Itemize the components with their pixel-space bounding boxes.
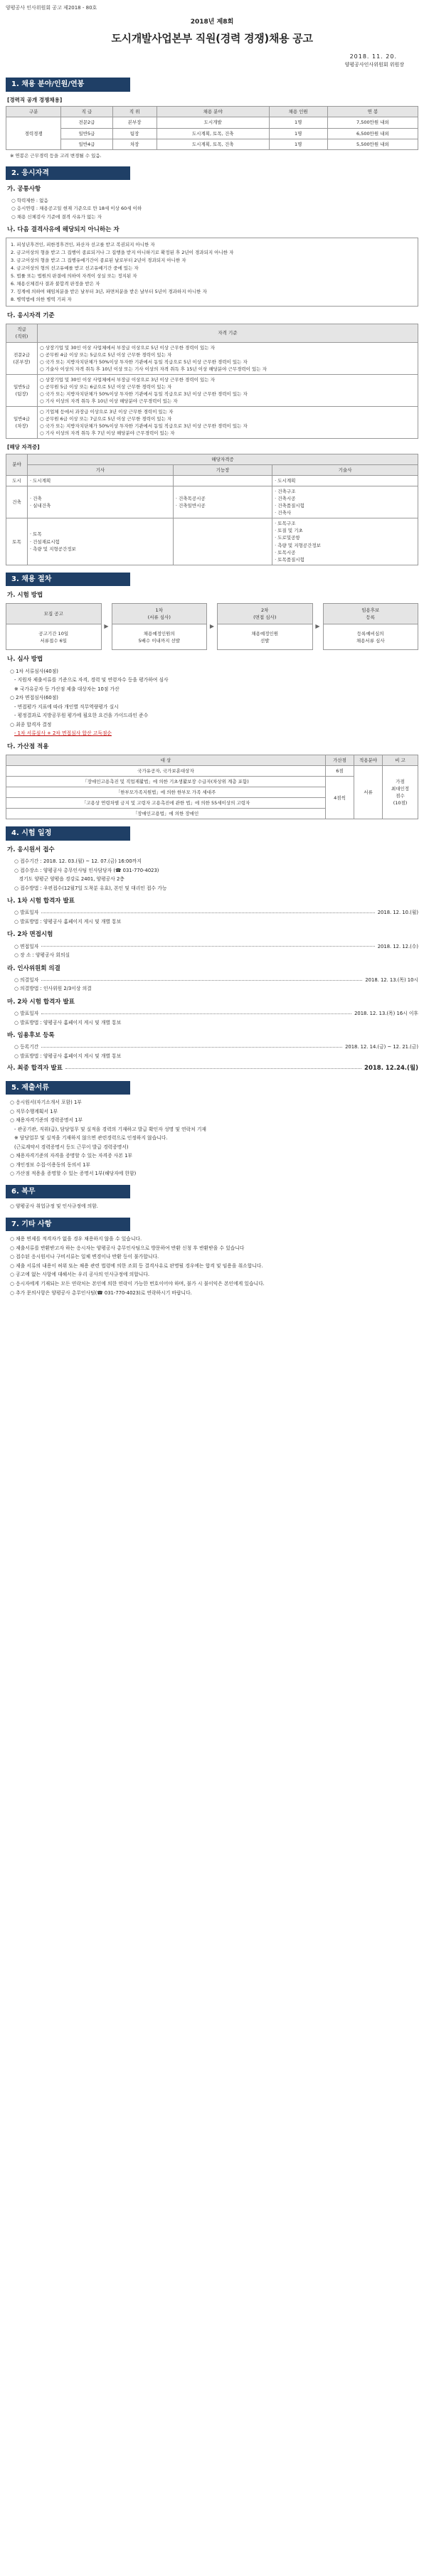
document-line: ○ 채용자격기준의 자격을 증명할 수 있는 자격증 사본 1부 xyxy=(10,1153,132,1159)
notice-date: 2018. 11. 20. xyxy=(349,53,397,60)
misc-list xyxy=(6,1235,418,1297)
col-header: 연 봉 xyxy=(327,107,418,117)
table-cell: 일반4급 xyxy=(61,139,112,149)
registration-title: 바. 임용후보 등록 xyxy=(7,1032,55,1040)
criteria-item: ○ 공무원 6급 이상 또는 7급으로 5년 이상 근무한 경력이 있는 자 xyxy=(40,416,172,422)
table-cell: 건축 xyxy=(6,486,28,518)
review-method-title: 나. 심사 방법 xyxy=(7,656,43,664)
col-header: 직 급 xyxy=(61,107,112,117)
section-4-heading: 4. 시험 일정 xyxy=(6,826,130,841)
table-row xyxy=(6,518,418,565)
col-header: 직 위 xyxy=(112,107,157,117)
misc-line: ○ 채용 면제를 적격자가 없을 경우 채용하지 않을 수 있습니다. xyxy=(10,1236,142,1242)
document-line: - 관공기관, 직위(급), 담당업무 및 실적을 경력의 기재하고 발급 확인자 성명 및 연락처 기재 xyxy=(14,1126,206,1132)
table-row xyxy=(6,139,418,149)
table-cell: · 토목 · 건설재료시험 · 측량 및 지형공간정보 xyxy=(28,518,174,565)
table-cell: · 도시계획 xyxy=(28,476,174,486)
criteria-cell xyxy=(38,374,418,406)
arrow-right-icon: ▶ xyxy=(104,623,109,630)
table-row xyxy=(6,342,418,374)
col-header: 적용분야 xyxy=(354,755,383,765)
grade-cell: 전문2급 (본부장) xyxy=(6,342,38,374)
col-header: 채용 인원 xyxy=(269,107,327,117)
schedule-row xyxy=(14,909,418,917)
schedule-row xyxy=(14,943,418,951)
table-cell: 도시계획, 토목, 건축 xyxy=(157,128,269,139)
flow-step-body: 채용예정인원의 5배수 이내까지 선발 xyxy=(112,624,208,650)
document-line: ○ 직무수행계획서 1부 xyxy=(10,1108,58,1114)
flow-step xyxy=(217,603,313,650)
list-item: ○ 학력제한 : 없음 xyxy=(11,198,48,204)
table-cell: 7,500만원 내외 xyxy=(327,117,418,128)
bonus-title: 다. 가산점 적용 xyxy=(7,743,49,750)
arrow-right-icon: ▶ xyxy=(315,623,320,630)
schedule-date: 2018. 12. 12.(수) xyxy=(377,943,418,949)
flow-step-head: 임용후보 등록 xyxy=(323,603,419,624)
flow-step-head: 1차 (서류 심사) xyxy=(112,603,208,624)
schedule-line: ○ 발표방법 : 양평공사 홈페이지 게시 및 개별 통보 xyxy=(14,918,122,925)
criteria-item: ○ 상장기업 및 30인 이상 사업체에서 부장급 이상으로 3년 이상 근무한 경력이 있는 자 xyxy=(40,376,215,383)
criteria-cell xyxy=(38,342,418,374)
criteria-item: ○ 국가 또는 지방자치단체가 50%이상 투자한 기관에서 동일 직급으로 3년 이상 근무한 경력이 있는 자 xyxy=(40,423,248,430)
application-title: 가. 응시원서 접수 xyxy=(7,846,55,853)
schedule-key: ○ 면접일자 xyxy=(14,943,39,949)
col-header: 분야 xyxy=(6,454,28,475)
table-cell: 5,500만원 내외 xyxy=(327,139,418,149)
table-cell: 6점 xyxy=(326,766,354,777)
table-cell: 6,500만원 내외 xyxy=(327,128,418,139)
table-cell: 1명 xyxy=(269,117,327,128)
col-header: 가산점 xyxy=(326,755,354,765)
schedule-row xyxy=(14,976,418,984)
table-cell: 1명 xyxy=(269,128,327,139)
group-cell: 경력경쟁 xyxy=(6,117,61,149)
criteria-item: ○ 기사 이상의 자격 취득 후 10년 이상 해당분야 근무경력이 있는 자 xyxy=(40,398,178,404)
schedule-row xyxy=(14,1010,418,1018)
exam-flow xyxy=(6,603,418,650)
col-header: 채용 분야 xyxy=(157,107,269,117)
table-cell: 「고용상 연령차별 금지 및 고령자 고용촉진에 관한 법」에 의한 55세이상의 고령자 xyxy=(6,798,326,809)
col-header: 해당자격증 xyxy=(28,454,418,464)
list-item: 6. 채용신체검사 결과 불합격 판정을 받은 자 xyxy=(11,281,100,287)
schedule-line: ○ 접수장소 : 양평공사 총무인사팀 인사담당자 (☎ 031-770-4023) xyxy=(14,867,159,873)
common-req-title: 가. 공통사항 xyxy=(7,186,41,193)
table-cell: 팀장 xyxy=(112,128,157,139)
schedule-line: ○ 접수방법 : 우편접수(12월7일 도착분 유효), 본인 및 대리인 접수 가능 xyxy=(14,885,167,891)
arrow-right-icon: ▶ xyxy=(209,623,215,630)
table-cell: 「장애인고용촉진 및 직업재활법」에 의한 기초생활보장 수급자(차상위 계층 포함) xyxy=(6,777,326,787)
table-cell: 차장 xyxy=(112,139,157,149)
notice-number: 양평공사 인사위원회 공고 제2018 - 80호 xyxy=(6,5,97,11)
table-cell: · 건축목공시공 · 건축일반시공 xyxy=(173,486,272,518)
first-result-title: 나. 1차 시험 합격자 발표 xyxy=(7,898,75,905)
schedule-date: 2018. 12. 13.(목) 16시 이후 xyxy=(354,1011,418,1017)
criteria-table xyxy=(6,324,418,439)
notice-title: 도시개발사업본부 직원(경력 경쟁)채용 공고 xyxy=(111,31,313,45)
notice-issuer: 양평공사인사위원회 위원장 xyxy=(344,62,404,68)
document-line: ※ 담당업무 및 실적을 기재하지 않으면 관련경력으로 인정하지 않습니다. xyxy=(14,1135,168,1141)
duty-line: ○ 양평공사 취업규정 및 인사규정에 의함. xyxy=(10,1203,98,1210)
disqualify-list xyxy=(6,238,418,307)
section-7-heading: 7. 기타 사항 xyxy=(6,1218,130,1232)
review-line: ○ 2차 면접심사(60점) xyxy=(10,695,58,701)
misc-line: ○ 접수된 응시원서나 구비서류는 일체 변경이나 반환 등이 불가합니다. xyxy=(10,1254,159,1260)
review-line: ○ 1차 서류심사(40점) xyxy=(10,668,58,674)
col-header: 대 상 xyxy=(6,755,326,765)
flow-step xyxy=(112,603,208,650)
col-header: 기술사 xyxy=(272,464,418,475)
table-row xyxy=(6,407,418,439)
col-header: 기능장 xyxy=(173,464,272,475)
criteria-item: ○ 국가 또는 지방자치단체가 50%이상 투자한 기관에서 동일 직급으로 3년 이상 근무한 경력이 있는 자 xyxy=(40,390,248,397)
table-cell: 4점씩 xyxy=(326,777,354,819)
review-line: - 평정결과로 지방공무원 평가에 필요한 요건을 가이드라인 준수 xyxy=(14,713,149,719)
salary-note: ※ 연봉은 근무경력 등을 고려 변경될 수 있음. xyxy=(10,152,102,159)
review-line: ○ 최종 합격자 결정 xyxy=(10,721,52,728)
flow-step-body: 채용예정인원 선발 xyxy=(217,624,313,650)
flow-step-body: 등록예비심의 채용서류 심사 xyxy=(323,624,419,650)
misc-line: ○ 공고에 없는 사항에 대해서는 우리 공사의 인사규정에 의합니다. xyxy=(10,1272,150,1278)
exam-method-title: 가. 시험 방법 xyxy=(7,592,43,600)
final-result-date: 2018. 12.24.(월) xyxy=(364,1065,418,1073)
notice-subtitle: 2018년 제8회 xyxy=(190,18,234,26)
col-header: 기사 xyxy=(28,464,174,475)
table-cell xyxy=(173,518,272,565)
committee-title: 라. 인사위원회 의결 xyxy=(7,964,60,972)
schedule-line: ○ 접수기간 : 2018. 12. 03.(월) ~ 12. 07.(금) 16:00까지 xyxy=(14,858,142,865)
col-header: 구분 xyxy=(6,107,61,117)
schedule-key: ○ 의결일자 xyxy=(14,976,39,983)
table-cell: 도시 xyxy=(6,476,28,486)
grade-cell: 일반5급 (팀장) xyxy=(6,374,38,406)
criteria-item: ○ 기사 이상의 자격 취득 후 7년 이상 해당분야 근무경력이 있는 자 xyxy=(40,430,175,437)
schedule-line: ○ 발표방법 : 양평공사 홈페이지 게시 및 개별 통보 xyxy=(14,1053,122,1059)
table-cell: 도시개발 xyxy=(157,117,269,128)
schedule-date: 2018. 12. 10.(월) xyxy=(377,910,418,916)
misc-line: ○ 제출 서류의 내용이 허위 또는 채용 관련 법령에 의한 조회 등 결격사유로 판명될 경우에는 합격 및 임용을 취소합니다. xyxy=(10,1262,263,1269)
criteria-item: ○ 상장기업 및 30인 이상 사업체에서 부장급 이상으로 5년 이상 근무한 경력이 있는 자 xyxy=(40,344,215,351)
interview-title: 다. 2차 면접시험 xyxy=(7,931,53,939)
table-cell: · 건축 · 실내건축 xyxy=(28,486,174,518)
document-line: ○ 가산점 적용을 증명할 수 있는 증명서 1부(해당자에 한함) xyxy=(10,1171,137,1177)
table-cell: · 토목구조 · 토질 및 기초 · 도로및공항 · 측량 및 지형공간정보 · 토목시공 · 토목품질시험 xyxy=(272,518,418,565)
schedule-line: ○ 의결방법 : 인사위원 2/3이상 의결 xyxy=(14,986,92,992)
schedule-date: 2018. 12. 14.(금) ~ 12. 21.(금) xyxy=(345,1044,418,1050)
final-result-row xyxy=(7,1064,418,1073)
flow-step xyxy=(323,603,419,650)
table-cell: 「장애인고용법」에 의한 장애인 xyxy=(6,809,326,819)
misc-line: ○ 추가 문의사항은 양평공사 총무인사팀(☎ 031-770-4023)로 연락하시기 바랍니다. xyxy=(10,1289,192,1296)
hire-type-label: [경력직 공개 경쟁채용] xyxy=(7,96,63,103)
table-cell: 가점 최대인정 점수 (10점) xyxy=(383,766,418,819)
list-item: ○ 채용 신체검사 기준에 결격 사유가 없는 자 xyxy=(11,213,102,220)
section-5-heading: 5. 제출서류 xyxy=(6,1081,130,1095)
review-line: - 면접평가 지표에 따라 개인별 직무역량평가 실시 xyxy=(14,703,119,710)
schedule-line: ○ 발표방법 : 양평공사 홈페이지 게시 및 개별 통보 xyxy=(14,1019,122,1026)
final-result-title: 사. 최종 합격자 발표 xyxy=(7,1065,63,1073)
criteria-item: ○ 기술사 이상의 자격 취득 후 10년 이상 또는 기사 이상의 자격 취득 후 15년 이상 해당분야 근무경력이 있는 자 xyxy=(40,366,267,372)
grade-cell: 일반4급 (차장) xyxy=(6,407,38,439)
criteria-cell xyxy=(38,407,418,439)
document-line: ○ 응시원서(자기소개서 포함) 1부 xyxy=(10,1100,82,1105)
second-result-title: 마. 2차 시험 합격자 발표 xyxy=(7,998,75,1006)
flow-step-body: 공고기간 10일 서류접수 6일 xyxy=(6,624,102,650)
table-cell: 「한부모가족지원법」에 의한 한부모 가족 세대주 xyxy=(6,787,326,798)
table-cell: 전문2급 xyxy=(61,117,112,128)
table-cell: 토목 xyxy=(6,518,28,565)
document-line: ○ 개인정보 수집·이용동의 동의서 1부 xyxy=(10,1161,90,1168)
section-1-heading: 1. 채용 분야/인원/연봉 xyxy=(6,78,130,92)
common-req-list xyxy=(11,197,418,220)
certificate-table xyxy=(6,454,418,565)
schedule-key: ○ 발표일자 xyxy=(14,910,39,916)
flow-step-head: 2차 (면접 심사) xyxy=(217,603,313,624)
schedule-key: ○ 등록기간 xyxy=(14,1044,39,1050)
review-line: - 지원자 제출서류를 기준으로 자격, 경력 및 연령자수 등을 평가하여 심사 xyxy=(14,677,169,683)
document-line: ○ 채용자격기준의 경력증명서 1부 xyxy=(10,1117,83,1124)
table-row xyxy=(6,128,418,139)
list-item: 2. 금고이상의 형을 받고 그 집행이 종료되거나 그 집행을 받지 아니하기로 확정된 후 2년이 경과되지 아니한 자 xyxy=(11,249,234,255)
criteria-item: ○ 국가 또는 지방자치단체가 50%이상 투자한 기관에서 동일 직급으로 5년 이상 근무한 경력이 있는 자 xyxy=(40,358,248,365)
disqualify-title: 나. 다음 결격사유에 해당되지 아니하는 자 xyxy=(7,225,120,233)
table-cell: 본부장 xyxy=(112,117,157,128)
criteria-title: 다. 응시자격 기준 xyxy=(7,312,55,320)
list-item: ○ 응시연령 : 채용공고일 현재 기준으로 만 18세 이상 60세 이하 xyxy=(11,206,142,212)
misc-line: ○ 제출서류를 반환받고자 하는 응시자는 양평공사 총무인사팀으로 방문하여 반환 신청 후 반환받을 수 있습니다 xyxy=(10,1245,245,1251)
table-cell: 일반5급 xyxy=(61,128,112,139)
bonus-table xyxy=(6,755,418,819)
table-cell: · 건축구조 · 건축시공 · 건축품질시험 · 건축사 xyxy=(272,486,418,518)
table-cell: 1명 xyxy=(269,139,327,149)
list-item: 5. 법률 또는 법원의 판결에 의하여 자격이 상실 또는 정지된 자 xyxy=(11,272,137,279)
col-header: 비 고 xyxy=(383,755,418,765)
table-row xyxy=(6,374,418,406)
criteria-item: ○ 공무원 4급 이상 또는 5급으로 5년 이상 근무한 경력이 있는 자 xyxy=(40,351,172,358)
schedule-line: ○ 장 소 : 양평공사 회의실 xyxy=(14,952,70,959)
criteria-item: ○ 공무원 5급 이상 또는 6급으로 5년 이상 근무한 경력이 있는 자 xyxy=(40,383,172,390)
list-item: 8. 병역법에 의한 병역 기피 자 xyxy=(11,297,72,303)
schedule-date: 2018. 12. 13.(목) 10시 xyxy=(365,976,418,983)
document-line: (근로계약서 경력증명서 등도 근무이 발급 경력증명서) xyxy=(14,1144,129,1150)
col-header: 자격 기준 xyxy=(38,324,418,342)
flow-step-head: 모집 공고 xyxy=(6,603,102,624)
section-6-heading: 6. 복무 xyxy=(6,1185,130,1199)
list-item: 4. 금고이상의 형의 선고유예를 받고 선고유예기간 중에 있는 자 xyxy=(11,265,139,271)
table-cell: 도시계획, 토목, 건축 xyxy=(157,139,269,149)
list-item: 3. 금고이상의 형을 받고 그 집행유예기간이 종료된 날로부터 2년이 경과되지 아니한 자 xyxy=(11,257,186,263)
section-3-heading: 3. 채용 절차 xyxy=(6,573,130,587)
table-row xyxy=(6,476,418,486)
table-row xyxy=(6,486,418,518)
hiring-table xyxy=(6,106,418,149)
schedule-row xyxy=(14,1043,418,1051)
review-line: ※ 국가유공자 등 가산점 제출 대상자는 10점 가산 xyxy=(14,686,120,692)
schedule-line: 경기도 양평군 양평읍 경강로 2401, 양평공사 2층 xyxy=(14,876,124,883)
section-2-heading: 2. 응시자격 xyxy=(6,166,130,181)
table-row xyxy=(6,117,418,128)
misc-line: ○ 응시자에게 기재되는 모든 연락처는 본인에 의한 연락이 가능한 번호이어야 하며, 불가 시 불이익은 본인에게 있습니다. xyxy=(10,1280,265,1287)
table-cell: 서류 xyxy=(354,766,383,819)
final-decision-rule: - 1차 서류심사 + 2차 면접심사 합산 고득점순 xyxy=(14,730,112,737)
table-row xyxy=(6,766,418,777)
col-header: 직급 (직위) xyxy=(6,324,38,342)
criteria-item: ○ 기업체 등에서 과장급 이상으로 3년 이상 근무한 경력이 있는 자 xyxy=(40,409,174,415)
certificate-label: [해당 자격증] xyxy=(7,444,40,451)
list-item: 1. 피성년후견인, 피한정후견인, 파산자 선고를 받고 복권되지 아니한 자 xyxy=(11,241,155,248)
flow-step xyxy=(6,603,102,650)
table-cell: 국가유공자, 국가보훈대상자 xyxy=(6,766,326,777)
table-cell: · 도시계획 xyxy=(272,476,418,486)
table-cell xyxy=(173,476,272,486)
schedule-key: ○ 발표일자 xyxy=(14,1011,39,1017)
list-item: 7. 징계에 의하여 해임처분을 받은 날부터 3년, 파면처분을 받은 날부터 5년이 경과하지 아니한 자 xyxy=(11,289,207,295)
